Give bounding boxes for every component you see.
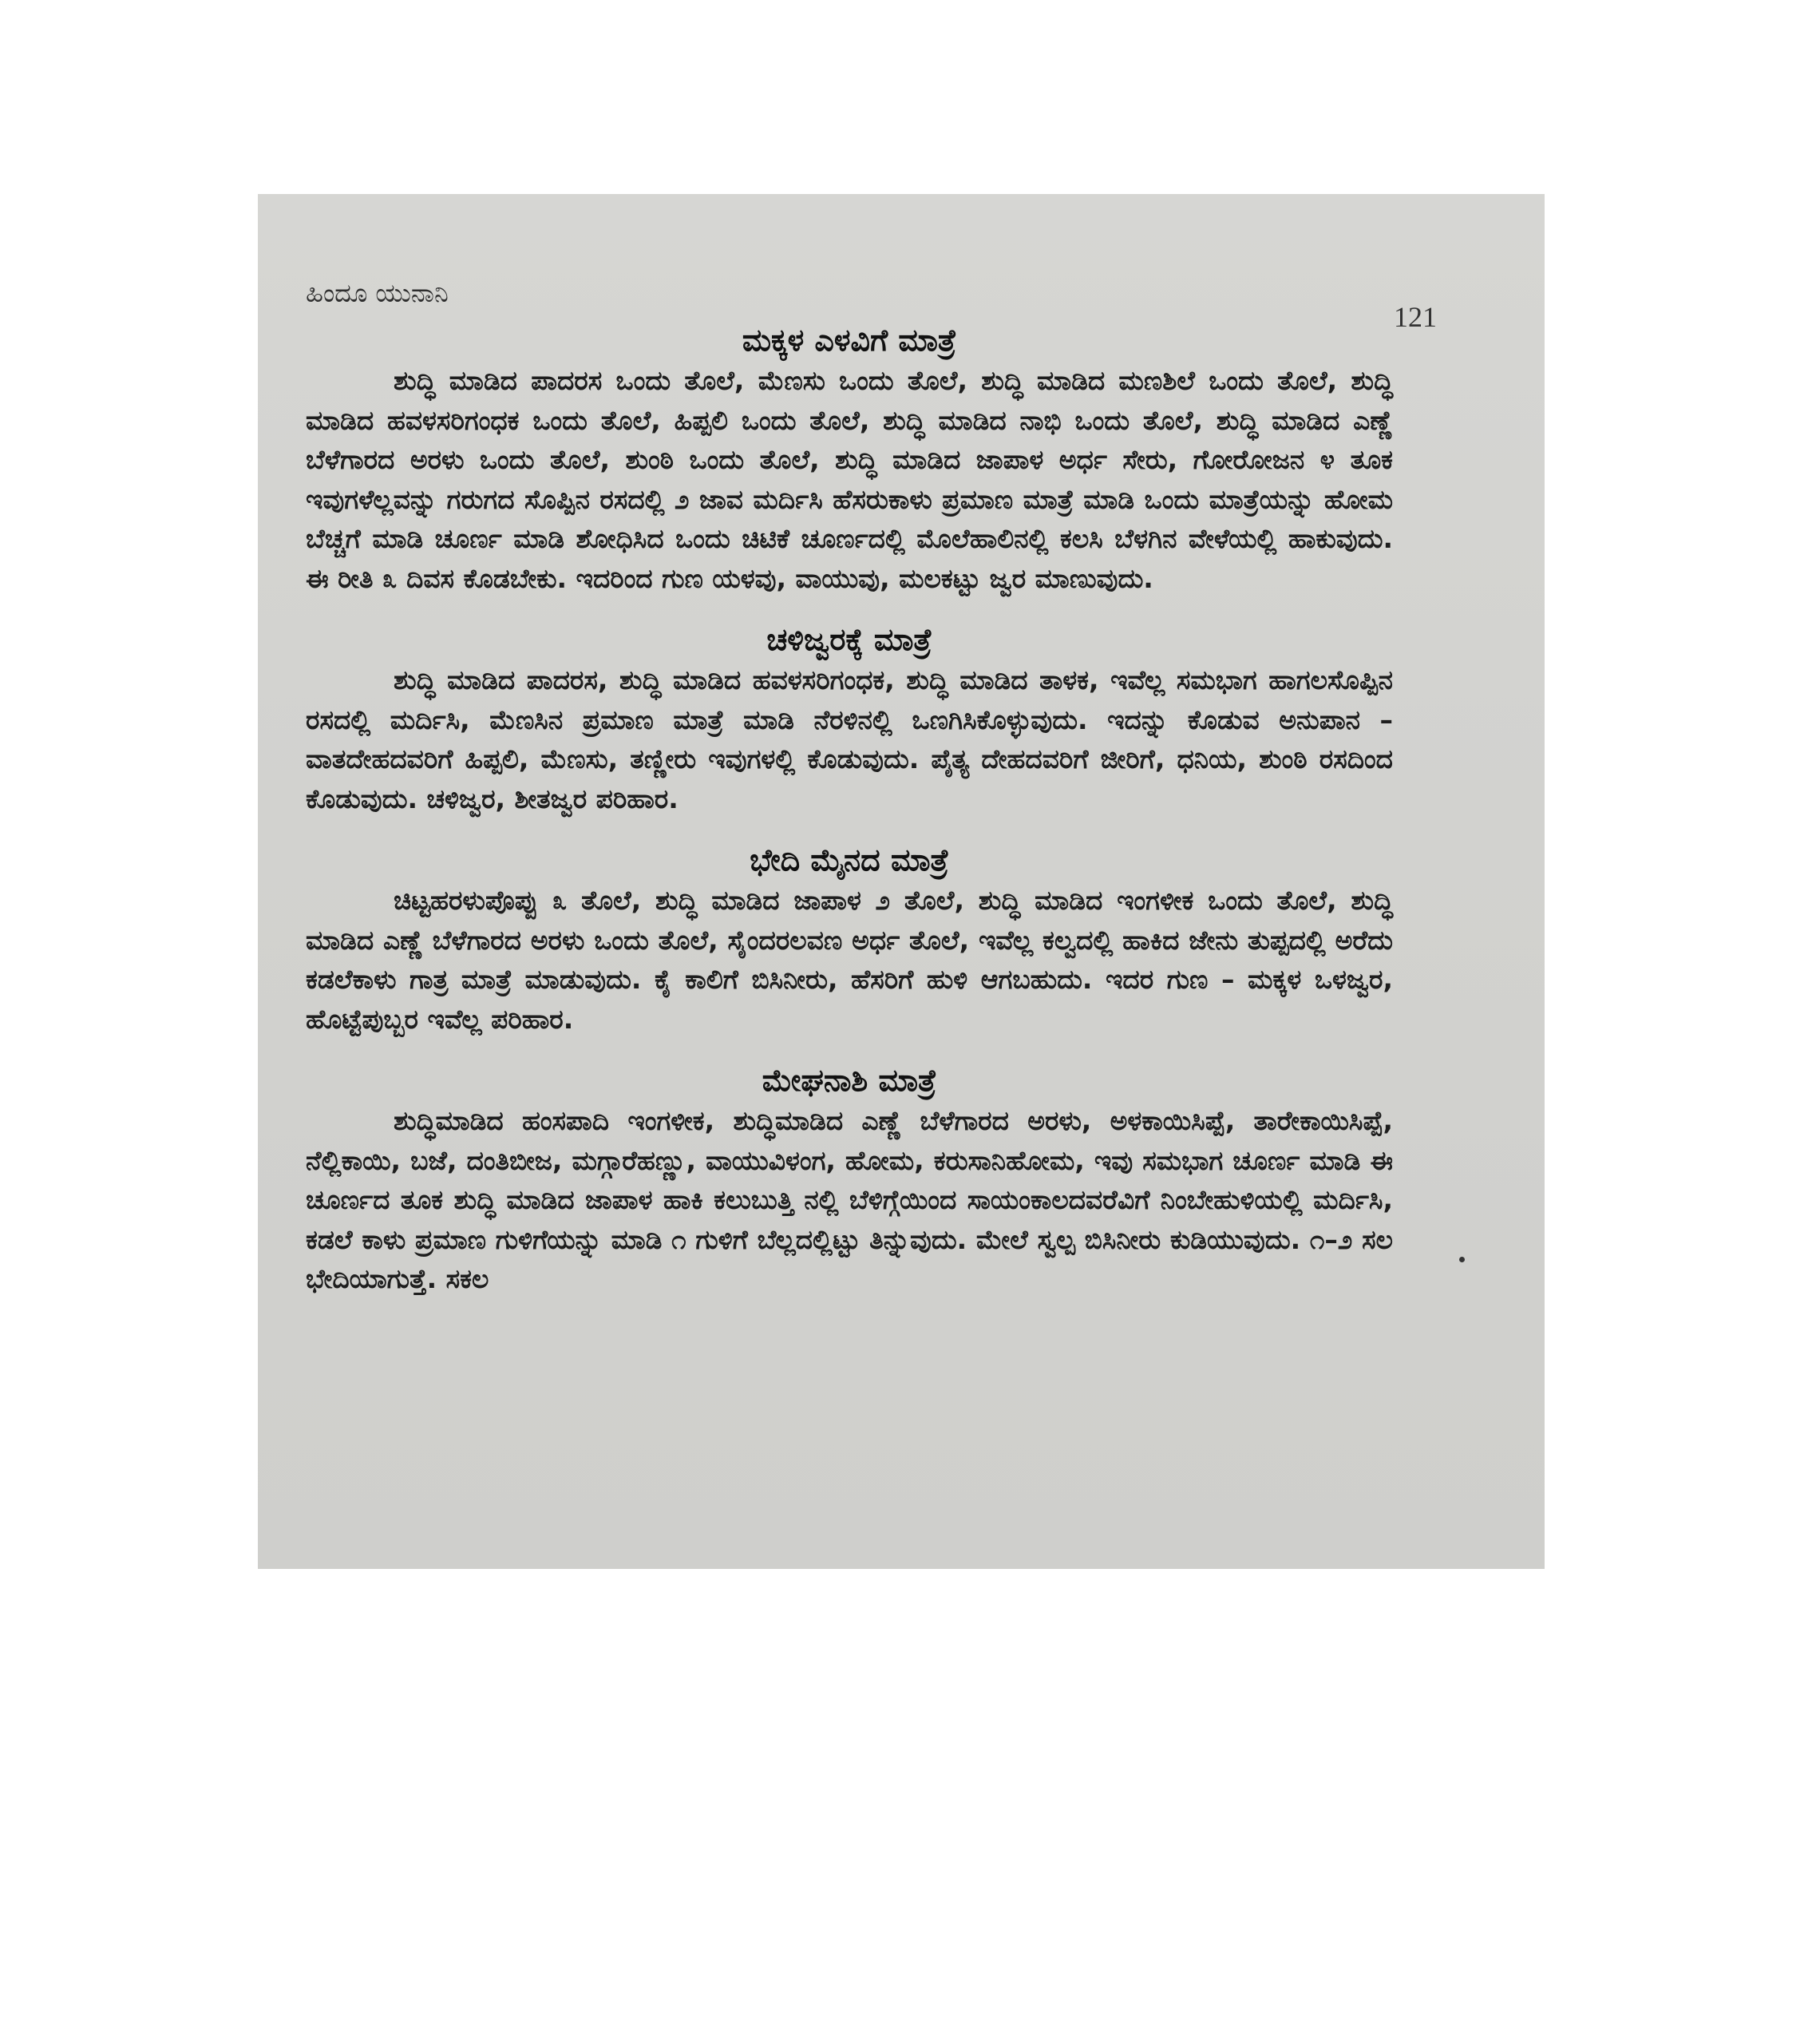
- section-title: ಮೇಘನಾಶಿ ಮಾತ್ರೆ: [762, 1063, 937, 1098]
- running-head: [306, 278, 1437, 333]
- section-makkala-elavige: [306, 319, 1393, 598]
- ink-speck: [1459, 1257, 1465, 1262]
- section-chalijvara: [306, 619, 1393, 818]
- section-title: ಭೇದಿ ಮೈನದ ಮಾತ್ರೆ: [750, 842, 949, 877]
- section-body: ಶುದ್ಧಿಮಾಡಿದ ಹಂಸಪಾದಿ ಇಂಗಳೀಕ, ಶುದ್ಧಿಮಾಡಿದ ಎಣ್ಣೆ ಬೆಳೆಗಾರದ ಅರಳು, ಅಳಕಾಯಿಸಿಪ್ಪೆ, ತಾರೇಕಾಯಿಸಿಪ್ಪೆ, ನೆಲ್ಲಿಕಾಯಿ, ಬಜೆ, ದಂತಿಬೀಜ, ಮಗ್ಗಾರೆಹಣ್ಣು, ವಾಯುವಿಳಂಗ, ಹೋಮ, ಕರುಸಾನಿಹೋಮ, ಇವು ಸಮಭಾಗ ಚೂರ್ಣ ಮಾಡಿ ಈ ಚೂರ್ಣದ ತೂಕ ಶುದ್ಧಿ ಮಾಡಿದ ಜಾಪಾಳ ಹಾಕಿ ಕಲುಬುತ್ತಿ ನಲ್ಲಿ ಬೆಳಿಗ್ಗೆಯಿಂದ ಸಾಯಂಕಾಲದವರೆವಿಗೆ ನಿಂಬೇಹುಳಿಯಲ್ಲಿ ಮರ್ದಿಸಿ, ಕಡಲೆ ಕಾಳು ಪ್ರಮಾಣ ಗುಳಿಗೆಯನ್ನು ಮಾಡಿ ೧ ಗುಳಿಗೆ ಬೆಲ್ಲದಲ್ಲಿಟ್ಟು ತಿನ್ನುವುದು. ಮೇಲೆ ಸ್ವಲ್ಪ ಬಿಸಿನೀರು ಕುಡಿಯುವುದು. ೧–೨ ಸಲ ಭೇದಿಯಾಗುತ್ತೆ. ಸಕಲ: [306, 1105, 1393, 1294]
- section-body: ಶುದ್ಧಿ ಮಾಡಿದ ಪಾದರಸ, ಶುದ್ಧಿ ಮಾಡಿದ ಹವಳಸರಿಗಂಧಕ, ಶುದ್ಧಿ ಮಾಡಿದ ತಾಳಕ, ಇವೆಲ್ಲ ಸಮಭಾಗ ಹಾಗಲಸೊಪ್ಪಿನ ರಸದಲ್ಲಿ ಮರ್ದಿಸಿ, ಮೆಣಸಿನ ಪ್ರಮಾಣ ಮಾತ್ರೆ ಮಾಡಿ ನೆರಳಿನಲ್ಲಿ ಒಣಗಿಸಿಕೊಳ್ಳುವುದು. ಇದನ್ನು ಕೊಡುವ ಅನುಪಾನ – ವಾತದೇಹದವರಿಗೆ ಹಿಪ್ಪಲಿ, ಮೆಣಸು, ತಣ್ಣೀರು ಇವುಗಳಲ್ಲಿ ಕೊಡುವುದು. ಪೈತ್ಯ ದೇಹದವರಿಗೆ ಜೀರಿಗೆ, ಧನಿಯ, ಶುಂಠಿ ರಸದಿಂದ ಕೊಡುವುದು. ಚಳಿಜ್ವರ, ಶೀತಜ್ವರ ಪರಿಹಾರ.: [306, 664, 1393, 814]
- section-meghanashi: [306, 1060, 1393, 1299]
- page-number: 121: [1394, 301, 1437, 333]
- section-body: ಶುದ್ಧಿ ಮಾಡಿದ ಪಾದರಸ ಒಂದು ತೊಲೆ, ಮೆಣಸು ಒಂದು ತೊಲೆ, ಶುದ್ಧಿ ಮಾಡಿದ ಮಣಶಿಲೆ ಒಂದು ತೊಲೆ, ಶುದ್ಧಿ ಮಾಡಿದ ಹವಳಸರಿಗಂಧಕ ಒಂದು ತೊಲೆ, ಹಿಪ್ಪಲಿ ಒಂದು ತೊಲೆ, ಶುದ್ಧಿ ಮಾಡಿದ ನಾಭಿ ಒಂದು ತೊಲೆ, ಶುದ್ಧಿ ಮಾಡಿದ ಎಣ್ಣೆ ಬೆಳೆಗಾರದ ಅರಳು ಒಂದು ತೊಲೆ, ಶುಂಠಿ ಒಂದು ತೊಲೆ, ಶುದ್ಧಿ ಮಾಡಿದ ಜಾಪಾಳ ಅರ್ಧ ಸೇರು, ಗೋರೋಜನ ೪ ತೂಕ ಇವುಗಳೆಲ್ಲವನ್ನು ಗರುಗದ ಸೊಪ್ಪಿನ ರಸದಲ್ಲಿ ೨ ಜಾವ ಮರ್ದಿಸಿ ಹೆಸರುಕಾಳು ಪ್ರಮಾಣ ಮಾತ್ರೆ ಮಾಡಿ ಒಂದು ಮಾತ್ರೆಯನ್ನು ಹೋಮ ಬೆಚ್ಚಗೆ ಮಾಡಿ ಚೂರ್ಣ ಮಾಡಿ ಶೋಧಿಸಿದ ಒಂದು ಚಿಟಿಕೆ ಚೂರ್ಣದಲ್ಲಿ ಮೊಲೆಹಾಲಿನಲ್ಲಿ ಕಲಸಿ ಬೆಳಗಿನ ವೇಳೆಯಲ್ಲಿ ಹಾಕುವುದು. ಈ ರೀತಿ ೩ ದಿವಸ ಕೊಡಬೇಕು. ಇದರಿಂದ ಗುಣ ಯಳವು, ವಾಯುವು, ಮಲಕಟ್ಟು ಜ್ವರ ಮಾಣುವುದು.: [306, 365, 1393, 594]
- section-title: ಮಕ್ಕಳ ಎಳವಿಗೆ ಮಾತ್ರೆ: [742, 323, 957, 358]
- section-bhedi-mainada: [306, 839, 1393, 1039]
- book-page: [258, 194, 1545, 1569]
- book-title: ಹಿಂದೂ ಯುನಾನಿ: [306, 278, 449, 308]
- section-title: ಚಳಿಜ್ವರಕ್ಕೆ ಮಾತ್ರೆ: [766, 622, 932, 657]
- section-body: ಚಿಟ್ಟಹರಳುಪೊಪ್ಪು ೩ ತೊಲೆ, ಶುದ್ಧಿ ಮಾಡಿದ ಜಾಪಾಳ ೨ ತೊಲೆ, ಶುದ್ಧಿ ಮಾಡಿದ ಇಂಗಳೀಕ ಒಂದು ತೊಲೆ, ಶುದ್ಧಿ ಮಾಡಿದ ಎಣ್ಣೆ ಬೆಳೆಗಾರದ ಅರಳು ಒಂದು ತೊಲೆ, ಸೈಂದರಲವಣ ಅರ್ಧ ತೊಲೆ, ಇವೆಲ್ಲ ಕಲ್ವದಲ್ಲಿ ಹಾಕಿದ ಜೇನು ತುಪ್ಪದಲ್ಲಿ ಅರೆದು ಕಡಲೆಕಾಳು ಗಾತ್ರ ಮಾತ್ರೆ ಮಾಡುವುದು. ಕೈ ಕಾಲಿಗೆ ಬಿಸಿನೀರು, ಹೆಸರಿಗೆ ಹುಳಿ ಆಗಬಹುದು. ಇದರ ಗುಣ – ಮಕ್ಕಳ ಒಳಜ್ವರ, ಹೊಟ್ಟೆಪುಬ್ಬರ ಇವೆಲ್ಲ ಪರಿಹಾರ.: [306, 885, 1393, 1035]
